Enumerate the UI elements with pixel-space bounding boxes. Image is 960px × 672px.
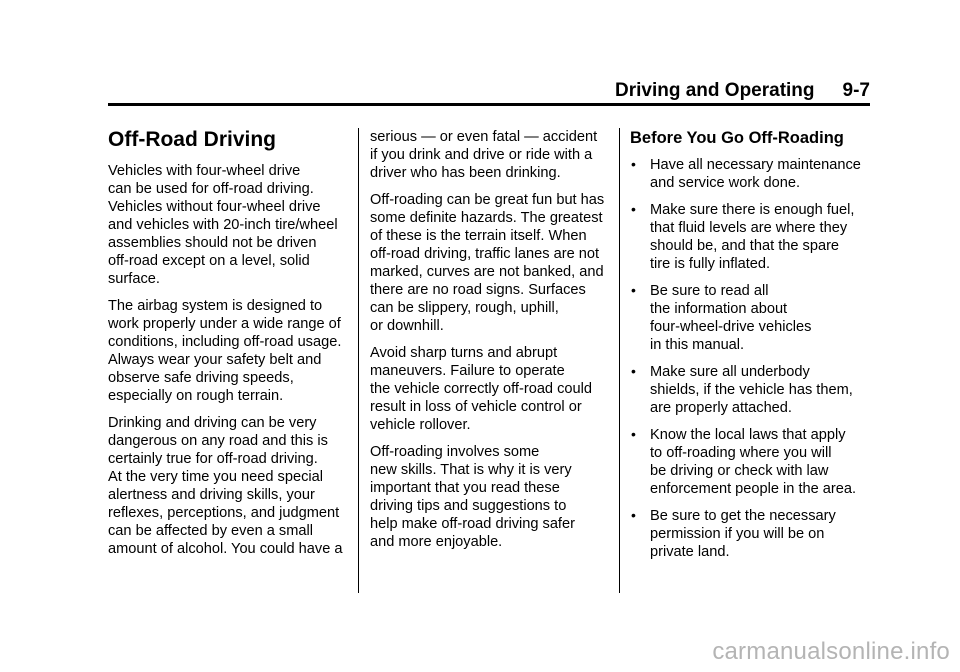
text-line: assemblies should not be driven: [108, 235, 317, 251]
paragraph: [370, 128, 610, 182]
text-line: Vehicles with four-wheel drive: [108, 163, 301, 179]
text-line: that fluid levels are where they: [650, 220, 848, 236]
text-line: work properly under a wide range of: [108, 316, 341, 332]
text-line: there are no road signs. Surfaces: [370, 282, 586, 298]
text-line: certainly true for off-road driving.: [108, 451, 318, 467]
bullet-icon: •: [631, 282, 636, 298]
text-line: Have all necessary maintenance: [650, 157, 861, 173]
text-line: new skills. That is why it is very: [370, 462, 572, 478]
page-header: [615, 80, 870, 102]
text-line: private land.: [650, 544, 730, 560]
text-line: Always wear your safety belt and: [108, 352, 322, 368]
text-line: and service work done.: [650, 175, 801, 191]
bullet-item: [630, 282, 875, 354]
text-line: important that you read these: [370, 480, 560, 496]
text-line: permission if you will be on: [650, 526, 825, 542]
bullet-item: [630, 363, 875, 417]
text-line: can be used for off-road driving.: [108, 181, 314, 197]
text-line: surface.: [108, 271, 160, 287]
page-number: 9-7: [842, 80, 870, 101]
bullet-icon: •: [631, 363, 636, 379]
text-line: if you drink and drive or ride with a: [370, 147, 593, 163]
bullet-icon: •: [631, 426, 636, 442]
header-rule: [108, 103, 870, 106]
bullet-item: [630, 426, 875, 498]
text-line: and more enjoyable.: [370, 534, 503, 550]
paragraph: [108, 414, 358, 558]
text-line: driving tips and suggestions to: [370, 498, 567, 514]
text-line: dangerous on any road and this is: [108, 433, 328, 449]
text-line: vehicle rollover.: [370, 417, 471, 433]
text-line: tire is fully inflated.: [650, 256, 771, 272]
middle-column: [370, 128, 610, 560]
text-line: Know the local laws that apply: [650, 427, 846, 443]
bullet-item: [630, 156, 875, 192]
text-line: Make sure there is enough fuel,: [650, 202, 855, 218]
text-line: observe safe driving speeds,: [108, 370, 294, 386]
text-line: the vehicle correctly off-road could: [370, 381, 592, 397]
text-line: can be affected by even a small: [108, 523, 313, 539]
text-line: maneuvers. Failure to operate: [370, 363, 565, 379]
text-line: some definite hazards. The greatest: [370, 210, 603, 226]
text-line: enforcement people in the area.: [650, 481, 857, 497]
text-line: Drinking and driving can be very: [108, 415, 317, 431]
text-line: Vehicles without four-wheel drive: [108, 199, 321, 215]
text-line: off-road driving, traffic lanes are not: [370, 246, 600, 262]
paragraph: [108, 297, 358, 405]
text-line: to off-roading where you will: [650, 445, 832, 461]
text-line: At the very time you need special: [108, 469, 323, 485]
text-line: Be sure to read all: [650, 283, 769, 299]
watermark: carmanualsonline.info: [712, 638, 950, 665]
left-column: [108, 128, 358, 567]
text-line: driver who has been drinking.: [370, 165, 561, 181]
text-line: Off-roading can be great fun but has: [370, 192, 605, 208]
text-line: conditions, including off-road usage.: [108, 334, 342, 350]
section-heading: Off-Road Driving: [108, 128, 276, 151]
right-column: [630, 128, 875, 570]
text-line: alertness and driving skills, your: [108, 487, 315, 503]
text-line: especially on rough terrain.: [108, 388, 284, 404]
text-line: reflexes, perceptions, and judgment: [108, 505, 340, 521]
bullet-icon: •: [631, 507, 636, 523]
subsection-heading: Before You Go Off-Roading: [630, 129, 844, 147]
text-line: amount of alcohol. You could have a: [108, 541, 343, 557]
text-line: marked, curves are not banked, and: [370, 264, 604, 280]
text-line: can be slippery, rough, uphill,: [370, 300, 559, 316]
text-line: be driving or check with law: [650, 463, 829, 479]
bullet-icon: •: [631, 156, 636, 172]
bullet-icon: •: [631, 201, 636, 217]
text-line: or downhill.: [370, 318, 444, 334]
paragraph: [370, 443, 610, 551]
text-line: Make sure all underbody: [650, 364, 810, 380]
text-line: off-road except on a level, solid: [108, 253, 310, 269]
text-line: result in loss of vehicle control or: [370, 399, 582, 415]
text-line: The airbag system is designed to: [108, 298, 323, 314]
column-divider-left: [358, 128, 359, 593]
paragraph: [108, 162, 358, 288]
text-line: of these is the terrain itself. When: [370, 228, 587, 244]
text-line: the information about: [650, 301, 788, 317]
text-line: should be, and that the spare: [650, 238, 840, 254]
text-line: in this manual.: [650, 337, 745, 353]
text-line: help make off-road driving safer: [370, 516, 575, 532]
text-line: four-wheel-drive vehicles: [650, 319, 812, 335]
bullet-item: [630, 201, 875, 273]
text-line: and vehicles with 20-inch tire/wheel: [108, 217, 338, 233]
column-divider-right: [619, 128, 620, 593]
paragraph: [370, 191, 610, 335]
section-title: Driving and Operating: [615, 80, 815, 101]
text-line: Be sure to get the necessary: [650, 508, 836, 524]
text-line: Off-roading involves some: [370, 444, 540, 460]
text-line: serious — or even fatal — accident: [370, 129, 598, 145]
text-line: are properly attached.: [650, 400, 792, 416]
text-line: shields, if the vehicle has them,: [650, 382, 853, 398]
bullet-item: [630, 507, 875, 561]
text-line: Avoid sharp turns and abrupt: [370, 345, 558, 361]
paragraph: [370, 344, 610, 434]
